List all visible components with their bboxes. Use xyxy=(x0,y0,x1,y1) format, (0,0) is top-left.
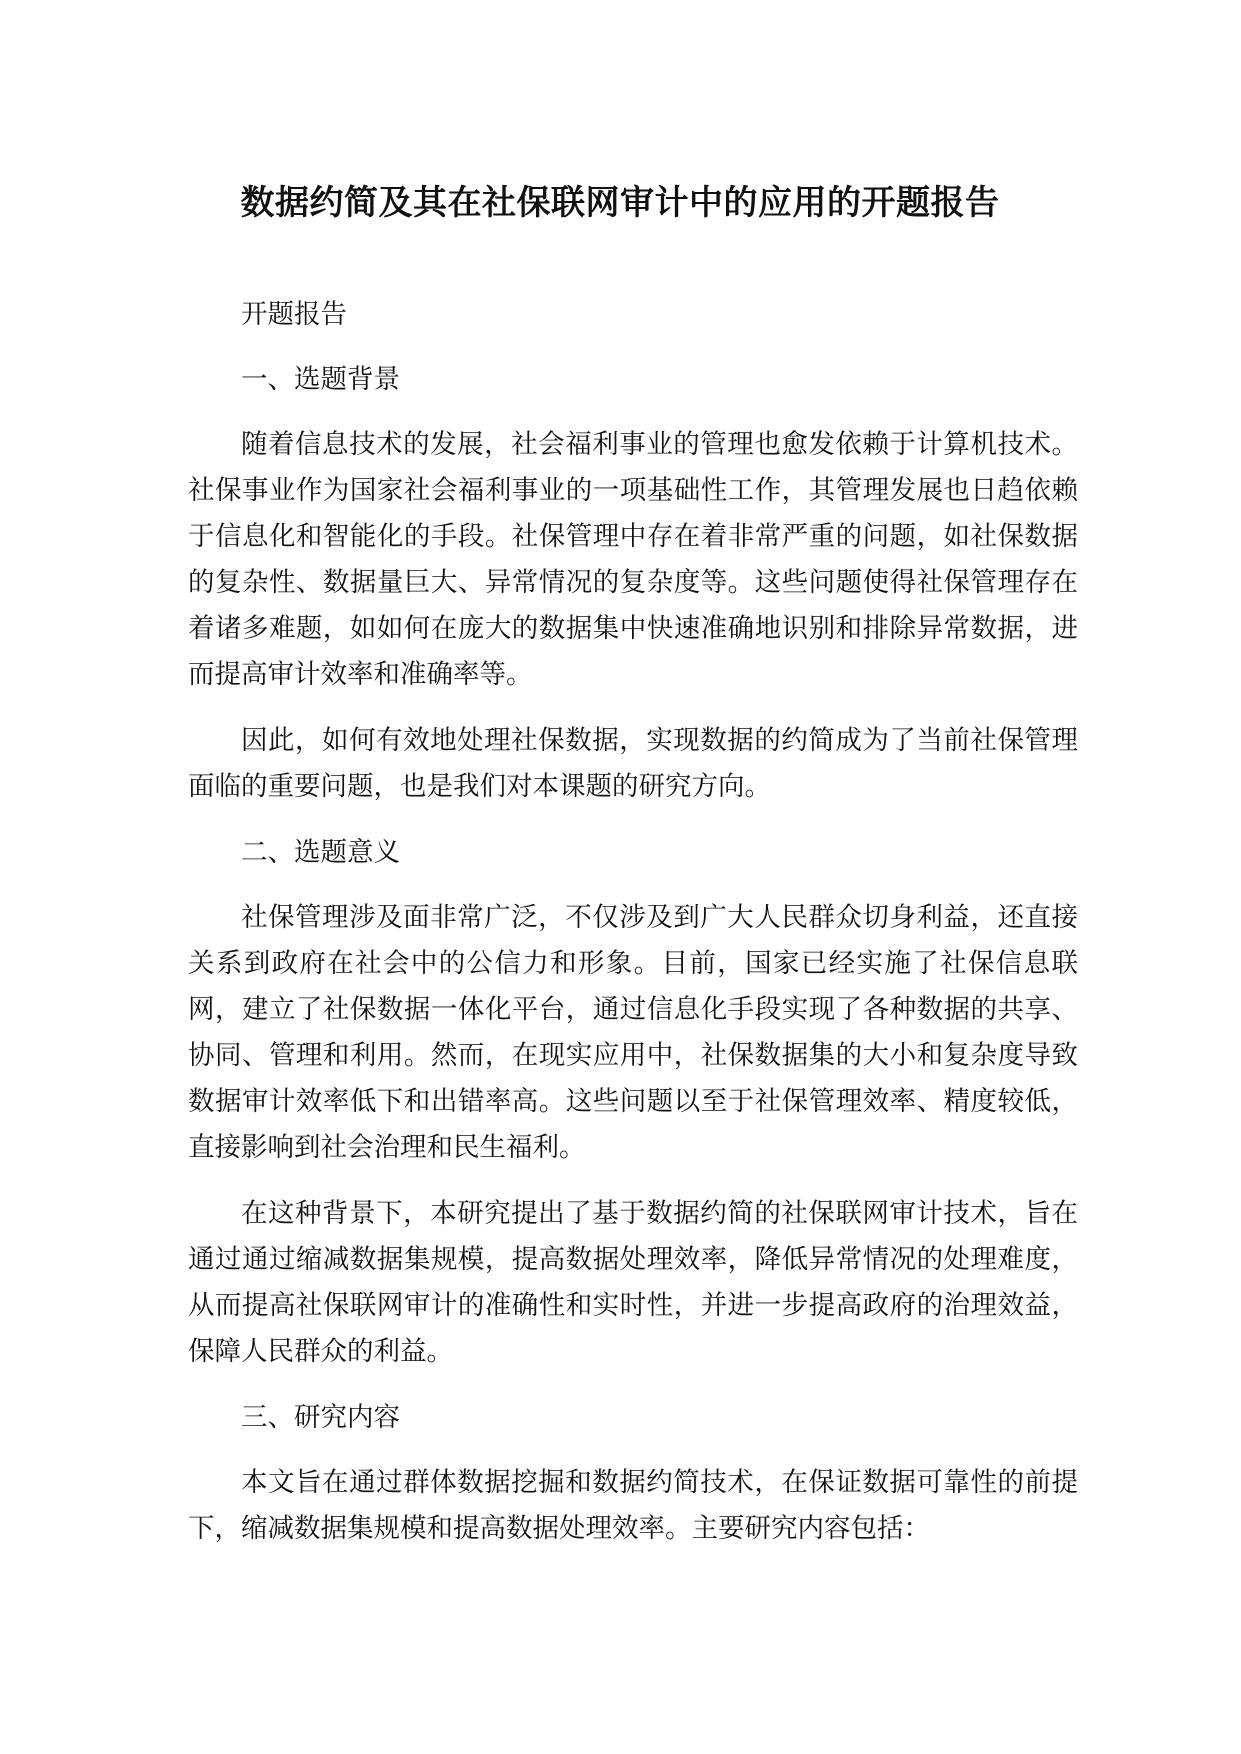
document-body xyxy=(188,292,1078,1572)
report-label: 开题报告 xyxy=(241,299,347,330)
paragraph-background-1: 随着信息技术的发展，社会福利事业的管理也愈发依赖于计算机技术。社保事业作为国家社会福利事业的一项基础性工作，其管理发展也日趋依赖于信息化和智能化的手段。社保管理中存在着非常严重的问题，如社保数据的复杂性、数据量巨大、异常情况的复杂度等。这些问题使得社保管理存在着诸多难题，如如何在庞大的数据集中快速准确地识别和排除异常数据，进而提高审计效率和准确率等。 xyxy=(188,429,1078,690)
section-heading-content: 三、研究内容 xyxy=(241,1402,400,1433)
document-title: 数据约简及其在社保联网审计中的应用的开题报告 xyxy=(240,183,1000,223)
section-heading-background: 一、选题背景 xyxy=(241,364,400,395)
paragraph-significance-2: 在这种背景下，本研究提出了基于数据约简的社保联网审计技术，旨在通过通过缩减数据集规模，提高数据处理效率，降低异常情况的处理难度，从而提高社保联网审计的准确性和实时性，并进一步提高政府的治理效益，保障人民群众的利益。 xyxy=(188,1198,1078,1367)
section-heading-significance: 二、选题意义 xyxy=(241,837,400,868)
paragraph-significance-1: 社保管理涉及面非常广泛，不仅涉及到广大人民群众切身利益，还直接关系到政府在社会中的公信力和形象。目前，国家已经实施了社保信息联网，建立了社保数据一体化平台，通过信息化手段实现了各种数据的共享、协同、管理和利用。然而，在现实应用中，社保数据集的大小和复杂度导致数据审计效率低下和出错率高。这些问题以至于社保管理效率、精度较低，直接影响到社会治理和民生福利。 xyxy=(188,902,1078,1163)
paragraph-content-1: 本文旨在通过群体数据挖掘和数据约简技术，在保证数据可靠性的前提下，缩减数据集规模和提高数据处理效率。主要研究内容包括： xyxy=(188,1467,1078,1544)
paragraph-background-2: 因此，如何有效地处理社保数据，实现数据的约简成为了当前社保管理面临的重要问题，也是我们对本课题的研究方向。 xyxy=(188,725,1078,802)
